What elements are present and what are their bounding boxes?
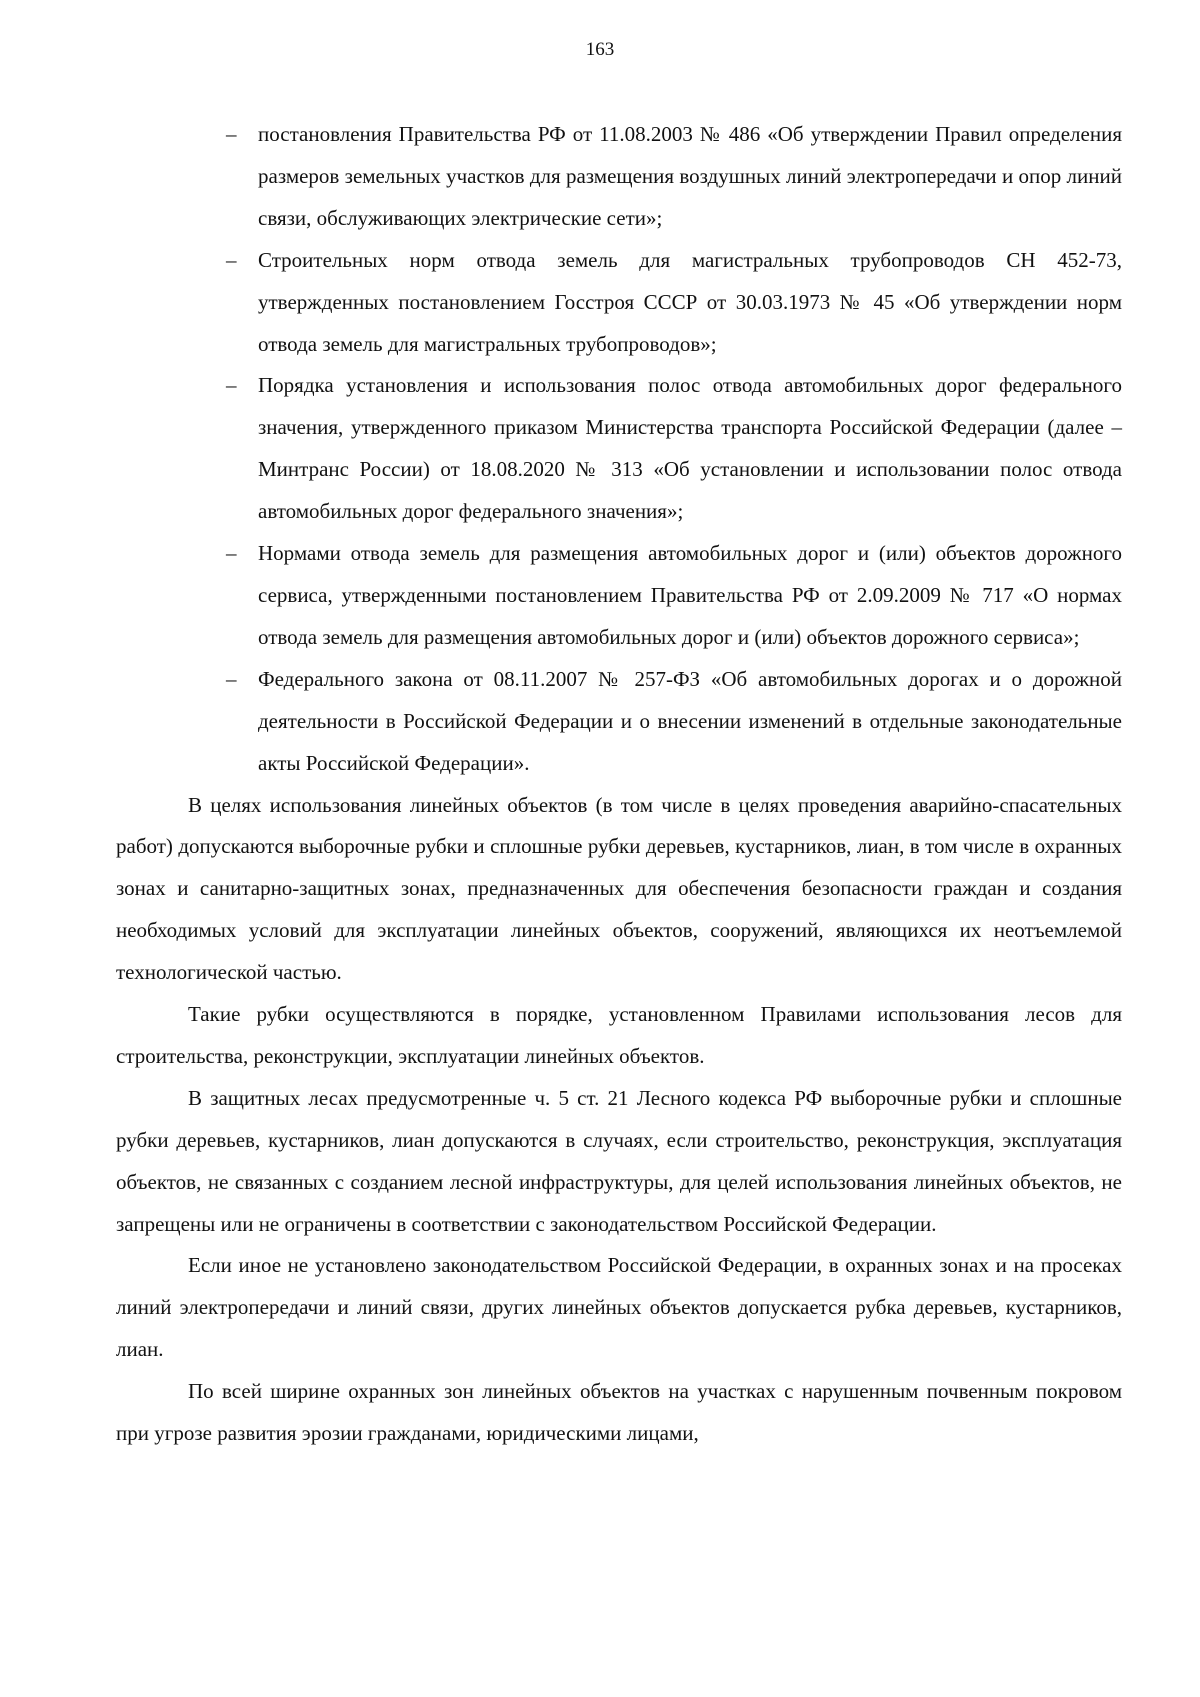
- dash-marker: –: [226, 666, 237, 691]
- list-item: [116, 240, 1122, 366]
- list-item: [116, 533, 1122, 659]
- body-paragraph: В целях использования линейных объектов (в том числе в целях проведения аварийно-спасательных работ) допускаются выборочные рубки и сплошные рубки деревьев, кустарников, лиан, в том числе в охранных зонах и санитарно-защитных зонах, предназначенных для обеспечения безопасности граждан и создания необходимых условий для эксплуатации линейных объектов, сооружений, являющихся их неотъемлемой технологической частью.: [116, 792, 1122, 985]
- list-item-text: Нормами отвода земель для размещения автомобильных дорог и (или) объектов дорожного сервиса, утвержденными постановлением Правительства РФ от 2.09.2009 № 717 «О нормах отвода земель для размещения автомобильных дорог и (или) объектов дорожного сервиса»;: [258, 541, 1122, 649]
- list-item: [116, 365, 1122, 533]
- list-item: [116, 114, 1122, 240]
- list-item: [116, 659, 1122, 785]
- dash-marker: –: [226, 541, 237, 566]
- page-number: 163: [585, 39, 615, 60]
- list-item-text: Федерального закона от 08.11.2007 № 257-ФЗ «Об автомобильных дорогах и о дорожной деятельности в Российской Федерации и о внесении изменений в отдельные законодательные акты Российской Федерации».: [258, 666, 1122, 775]
- body-paragraph: По всей ширине охранных зон линейных объектов на участках с нарушенным почвенным покровом при угрозе развития эрозии гражданами, юридическими лицами,: [116, 1379, 1122, 1446]
- list-item-text: Порядка установления и использования полос отвода автомобильных дорог федерального значения, утвержденного приказом Министерства транспорта Российской Федерации (далее – Минтранс России) от 18.08.2020 № 313 «Об установлении и использовании полос отвода автомобильных дорог федерального значения»;: [258, 373, 1122, 524]
- list-item-text: постановления Правительства РФ от 11.08.2003 № 486 «Об утверждении Правил определения размеров земельных участков для размещения воздушных линий электропередачи и опор линий связи, обслуживающих электрические сети»;: [258, 122, 1122, 230]
- body-paragraph: Такие рубки осуществляются в порядке, установленном Правилами использования лесов для строительства, реконструкции, эксплуатации линейных объектов.: [116, 1002, 1122, 1068]
- dash-marker: –: [226, 247, 237, 272]
- dash-marker: –: [226, 122, 237, 146]
- dash-marker: –: [226, 373, 237, 398]
- page-body: [116, 114, 1122, 1455]
- list-item-text: Строительных норм отвода земель для магистральных трубопроводов СН 452-73, утвержденных постановлением Госстроя СССР от 30.03.1973 № 45 «Об утверждении норм отвода земель для магистральных трубопроводов»;: [258, 247, 1122, 356]
- body-paragraph: Если иное не установлено законодательством Российской Федерации, в охранных зонах и на просеках линий электропередачи и линий связи, других линейных объектов допускается рубка деревьев, кустарников, лиан.: [116, 1253, 1122, 1362]
- body-paragraph: В защитных лесах предусмотренные ч. 5 ст. 21 Лесного кодекса РФ выборочные рубки и сплошные рубки деревьев, кустарников, лиан допускаются в случаях, если строительство, реконструкция, эксплуатация объектов, не связанных с созданием лесной инфраструктуры, для целей использования линейных объектов, не запрещены или не ограничены в соответствии с законодательством Российской Федерации.: [116, 1085, 1122, 1236]
